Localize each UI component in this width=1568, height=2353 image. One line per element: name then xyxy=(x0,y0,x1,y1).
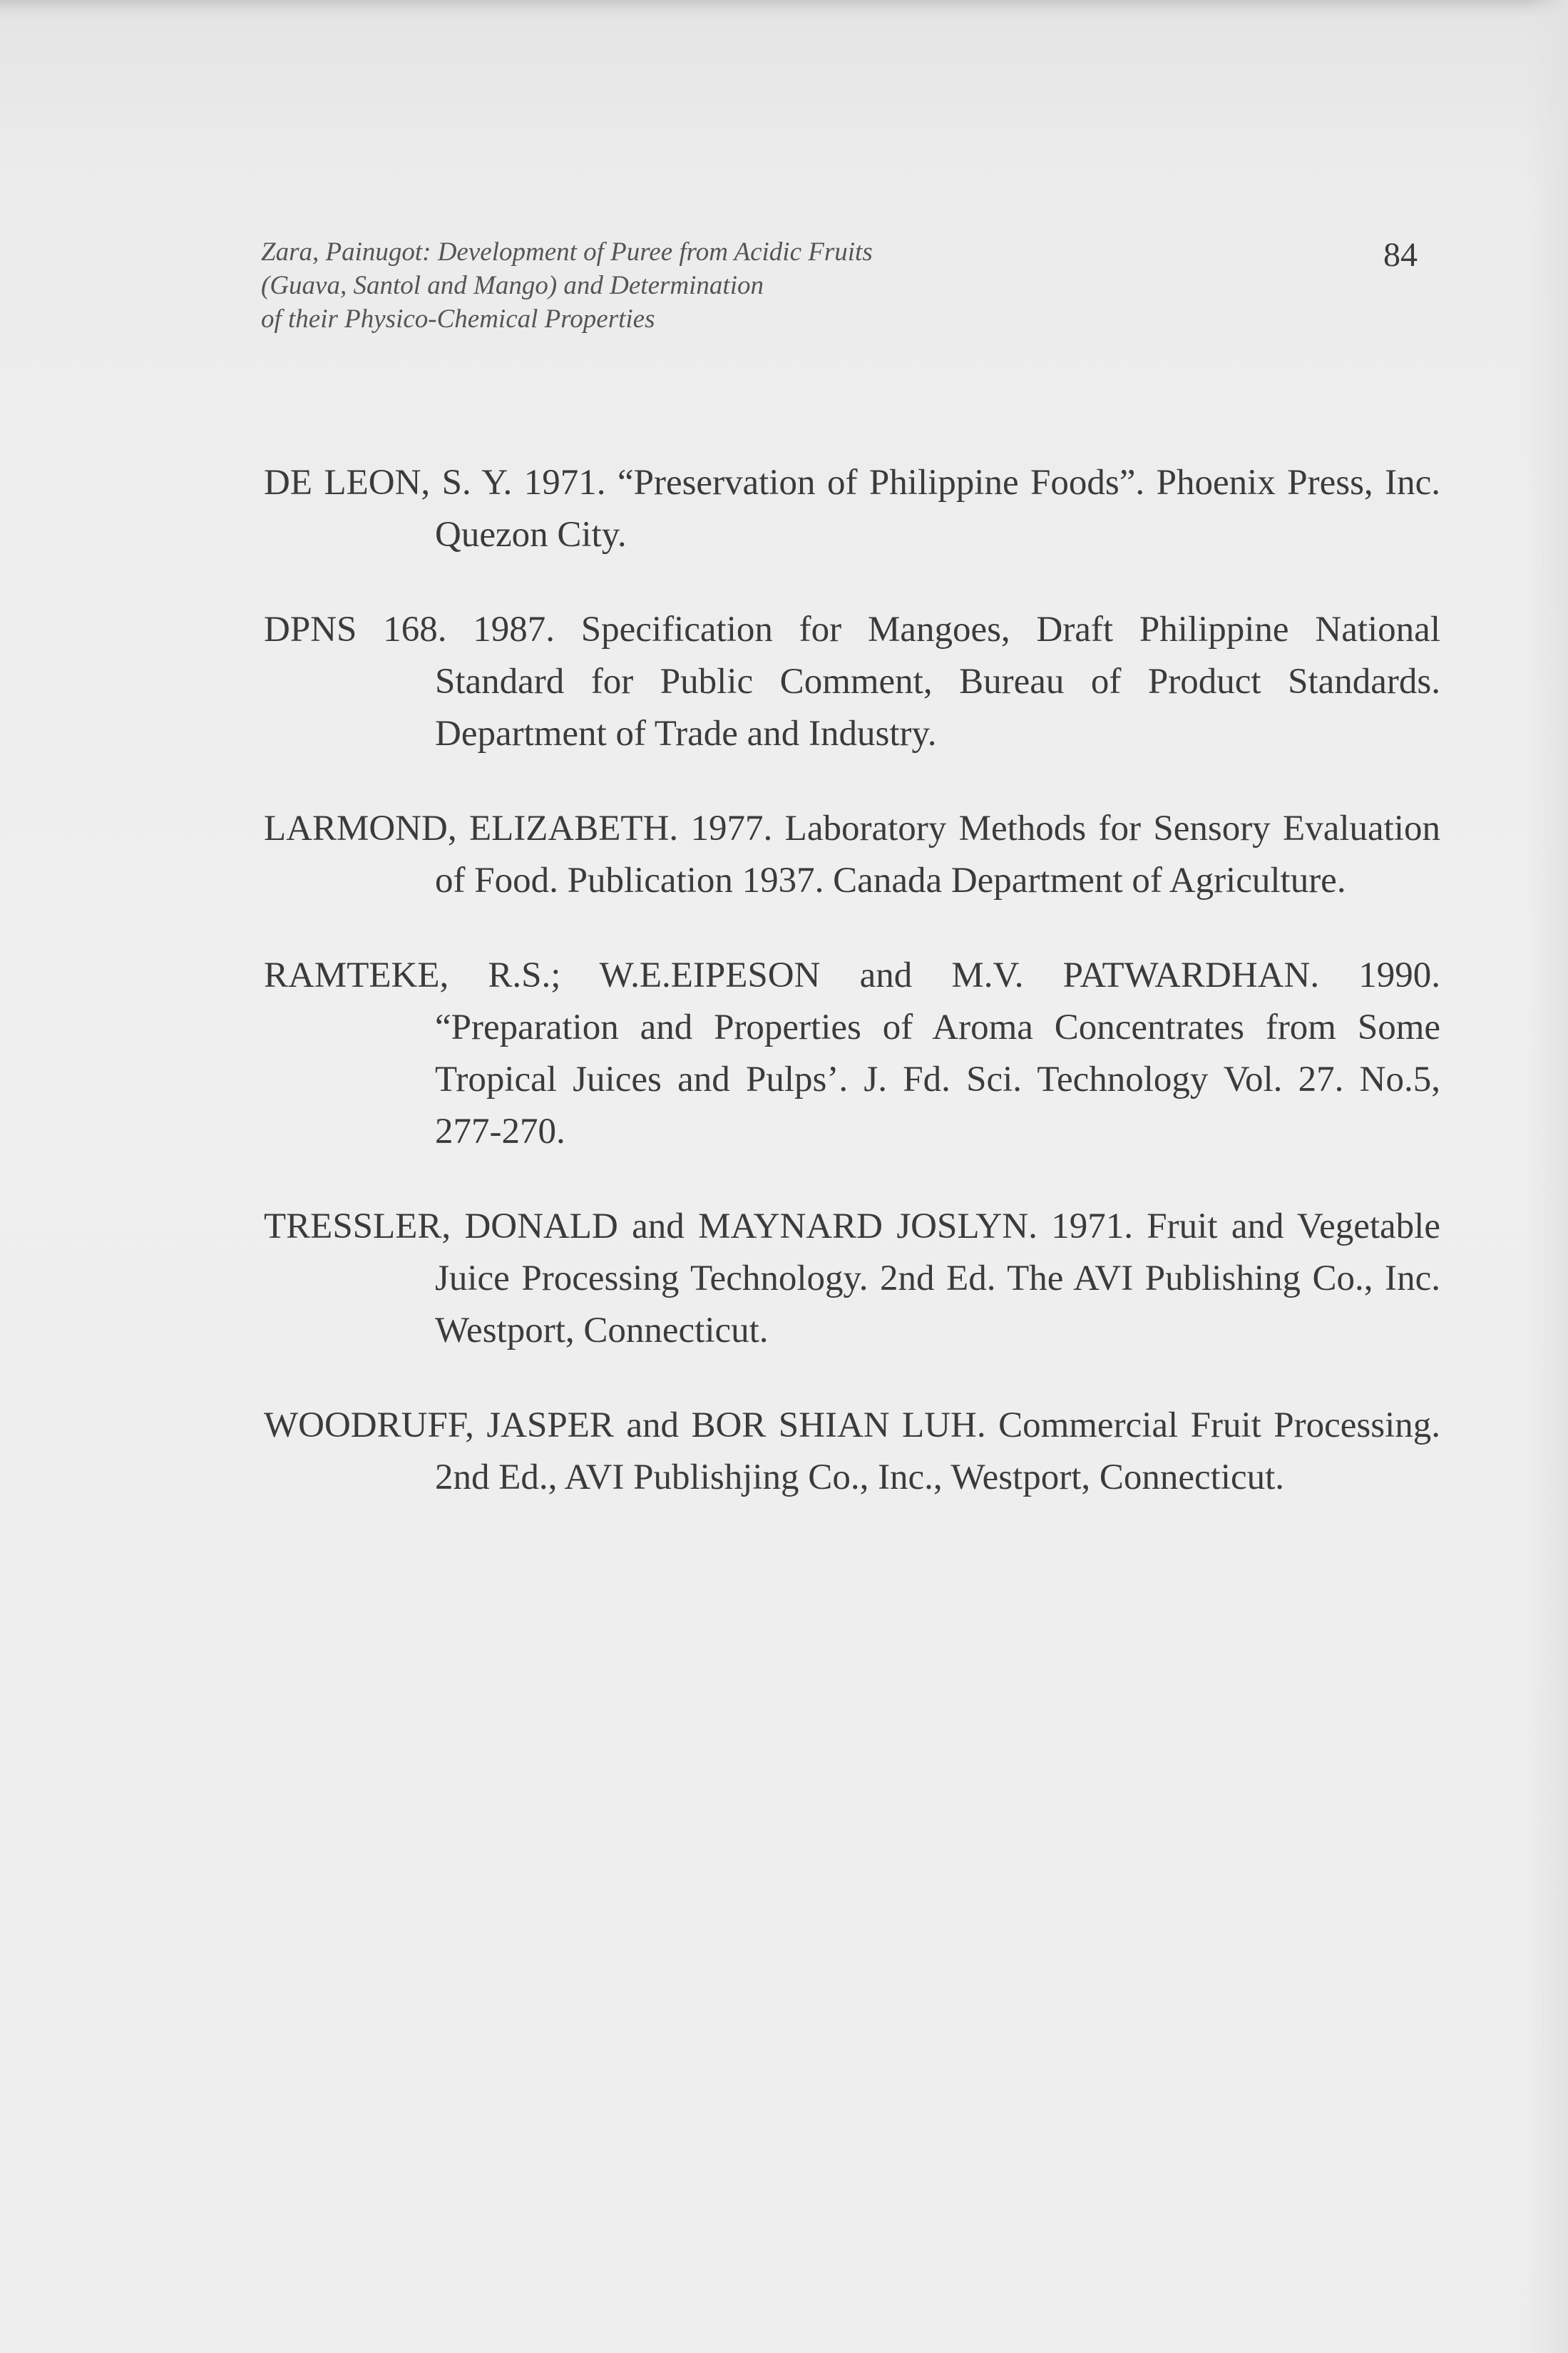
reference-list xyxy=(264,421,1440,1547)
scan-right-shadow xyxy=(1525,0,1568,2353)
running-header xyxy=(261,235,1188,336)
reference-entry: LARMOND, ELIZABETH. 1977. Laboratory Methods for Sensory Evaluation of Food. Publication 1937. Canada Department of Agriculture. xyxy=(264,809,1440,901)
header-line: (Guava, Santol and Mango) and Determination xyxy=(261,271,764,300)
header-line: Zara, Painugot: Development of Puree from Acidic Fruits xyxy=(261,237,873,267)
reference-entry: TRESSLER, DONALD and MAYNARD JOSLYN. 1971. Fruit and Vegetable Juice Processing Technology. 2nd Ed. The AVI Publishing Co., Inc. Westport, Connecticut. xyxy=(264,1206,1440,1350)
reference-entry: WOODRUFF, JASPER and BOR SHIAN LUH. Commercial Fruit Processing. 2nd Ed., AVI Publishjing Co., Inc., Westport, Connecticut. xyxy=(264,1405,1440,1497)
page-number: 84 xyxy=(1383,236,1418,274)
header-line: of their Physico-Chemical Properties xyxy=(261,304,655,334)
scan-edge-shadow xyxy=(0,0,1568,19)
reference-entry: RAMTEKE, R.S.; W.E.EIPESON and M.V. PATWARDHAN. 1990. “Preparation and Properties of Aroma Concentrates from Some Tropical Juices and Pulps’. J. Fd. Sci. Technology Vol. 27. No.5, 277-270. xyxy=(264,955,1440,1152)
reference-entry: DPNS 168. 1987. Specification for Mangoes, Draft Philippine National Standard for Public Comment, Bureau of Product Standards. Department of Trade and Industry. xyxy=(264,610,1440,754)
reference-entry: DE LEON, S. Y. 1971. “Preservation of Philippine Foods”. Phoenix Press, Inc. Quezon City. xyxy=(264,463,1440,555)
